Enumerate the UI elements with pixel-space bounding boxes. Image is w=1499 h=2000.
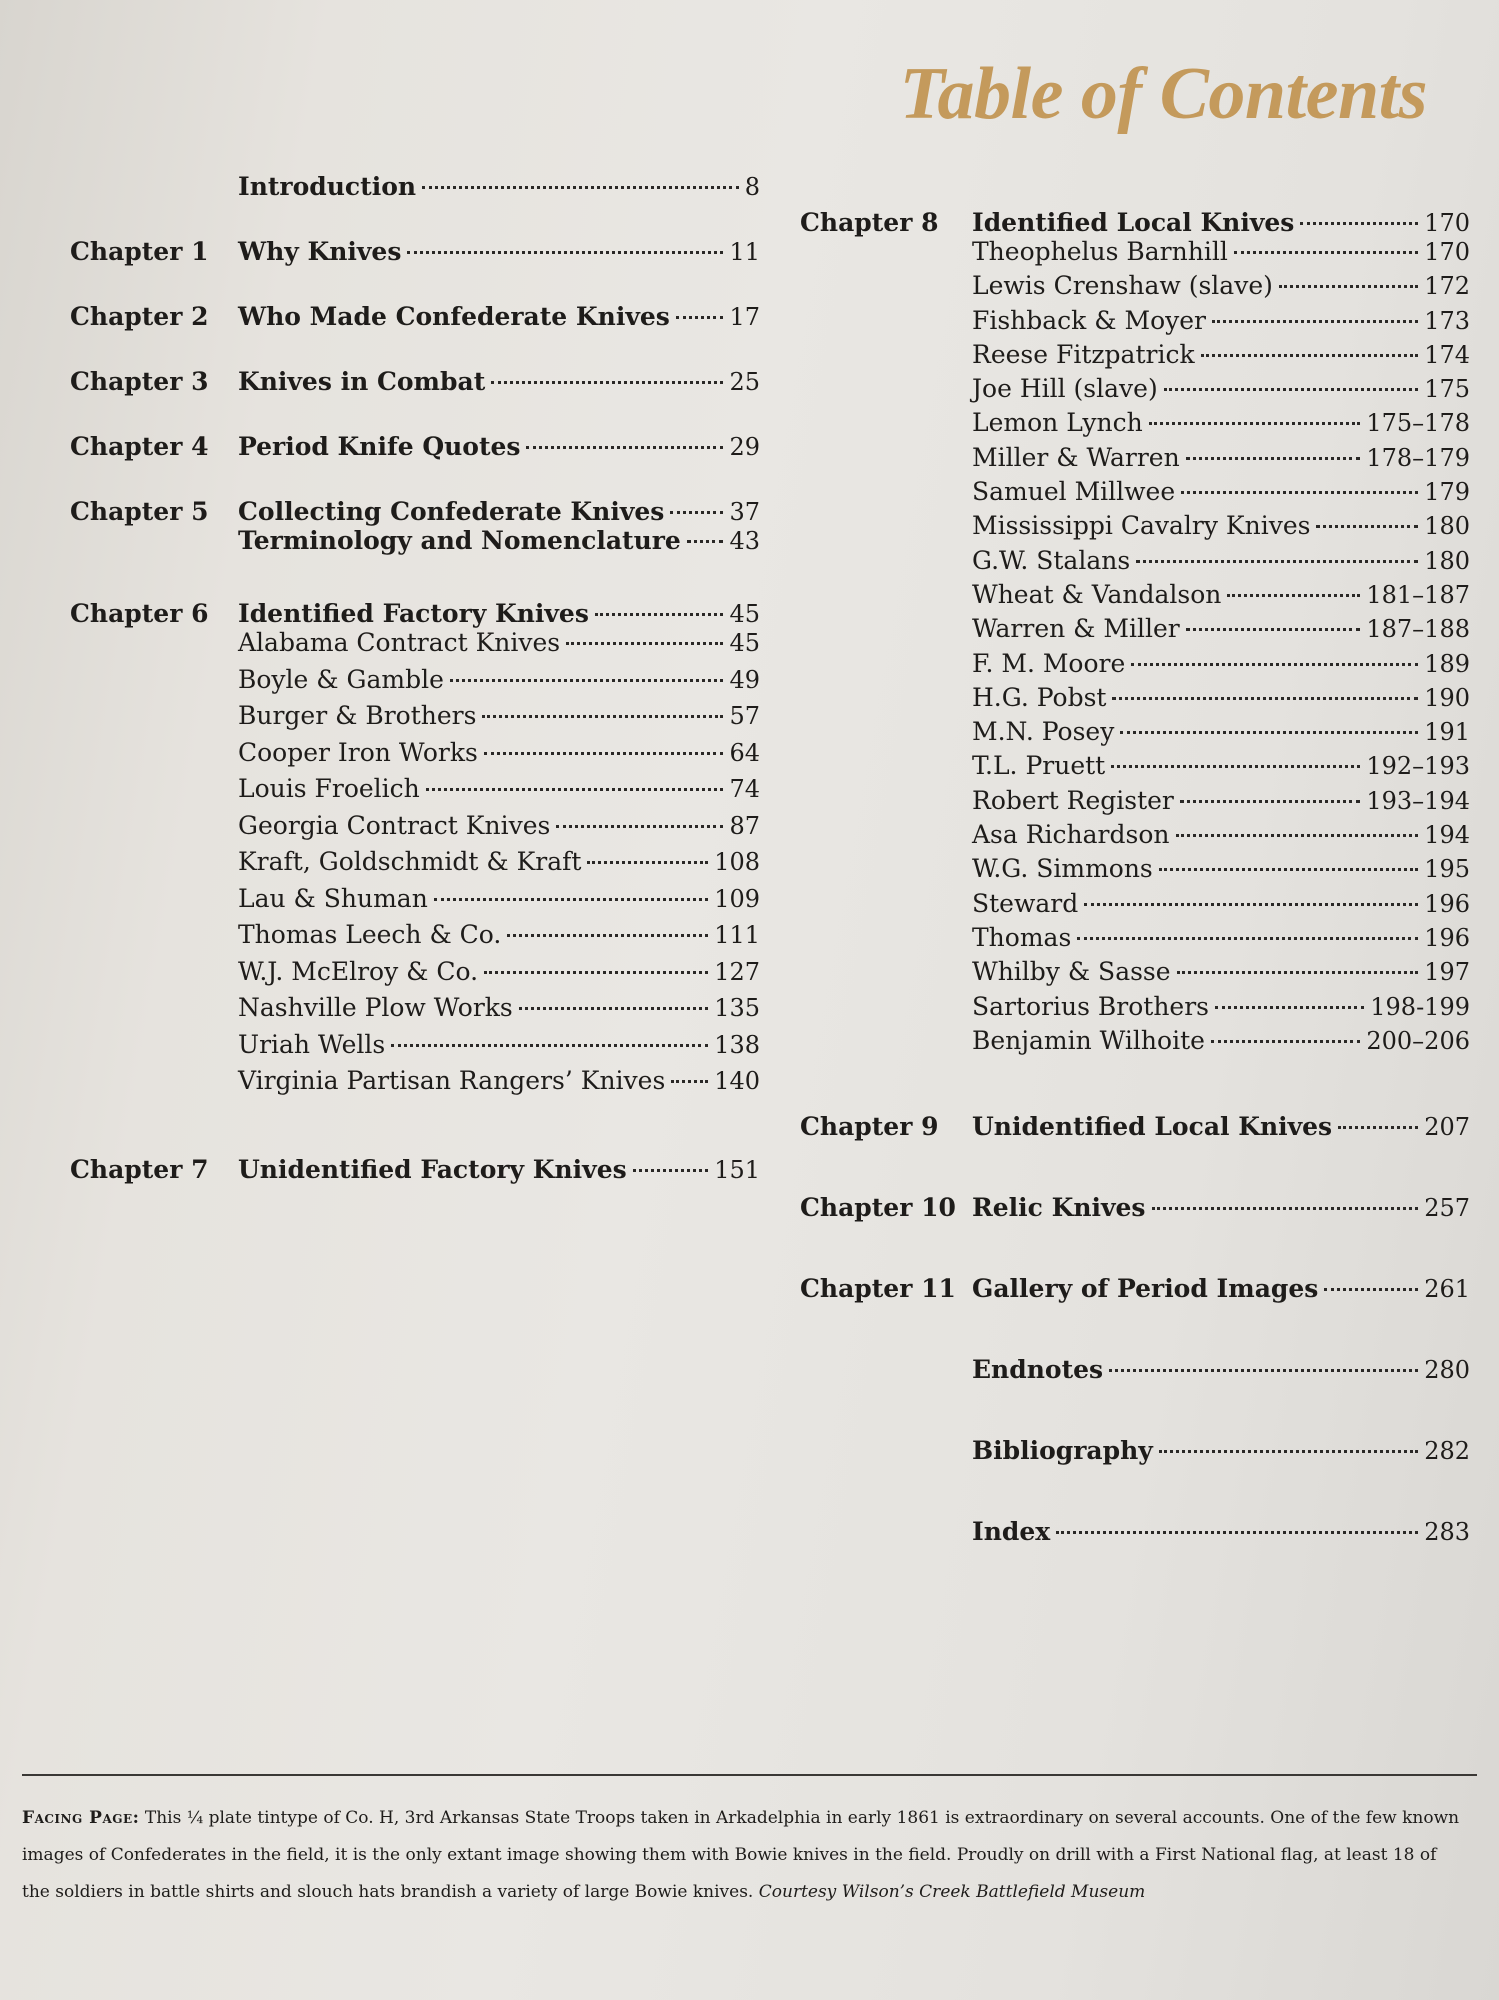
dot-leader xyxy=(1159,868,1418,871)
dot-leader xyxy=(1180,800,1361,803)
dot-leader xyxy=(1186,457,1361,460)
page-number: 198-199 xyxy=(1370,992,1470,1021)
entry-body xyxy=(972,1274,1470,1303)
entry-title: Terminology and Nomenclature xyxy=(238,526,681,555)
toc-entry[interactable] xyxy=(972,1026,1470,1060)
dot-leader xyxy=(1316,525,1418,528)
dot-leader xyxy=(482,715,723,718)
toc-entry[interactable] xyxy=(238,847,760,884)
entry-body xyxy=(238,302,760,331)
page-number: 190 xyxy=(1424,683,1470,712)
entry-body xyxy=(238,497,760,555)
toc-row xyxy=(800,1112,1470,1141)
entry-body xyxy=(972,1112,1470,1141)
entry-title: Cooper Iron Works xyxy=(238,737,478,767)
page-number: 193–194 xyxy=(1366,786,1470,815)
page-number: 180 xyxy=(1424,512,1470,541)
toc-row xyxy=(800,1355,1470,1384)
toc-entry[interactable] xyxy=(972,1112,1470,1141)
page-number: 196 xyxy=(1424,889,1470,918)
toc-entry[interactable] xyxy=(972,237,1470,271)
page-number: 192–193 xyxy=(1366,752,1470,781)
caption-divider xyxy=(22,1774,1477,1776)
entry-title: Kraft, Goldschmidt & Kraft xyxy=(238,847,582,876)
toc-right-column xyxy=(800,208,1470,1546)
dot-leader xyxy=(1159,1450,1418,1453)
toc-entry[interactable] xyxy=(972,546,1470,580)
dot-leader xyxy=(1120,731,1418,734)
toc-row xyxy=(800,208,1470,1060)
entry-title: Wheat & Vandalson xyxy=(972,579,1222,609)
entry-title: Why Knives xyxy=(238,237,402,266)
toc-entry[interactable] xyxy=(238,920,760,957)
page-number: 138 xyxy=(714,1030,760,1059)
entry-title: Alabama Contract Knives xyxy=(238,628,561,657)
entry-title: Samuel Millwee xyxy=(972,477,1176,507)
toc-entry[interactable] xyxy=(972,477,1470,511)
page-number: 140 xyxy=(714,1067,760,1095)
chapter-label: Chapter 6 xyxy=(70,599,209,628)
toc-entry[interactable] xyxy=(972,1274,1470,1303)
entry-title: Virginia Partisan Rangers’ Knives xyxy=(238,1066,666,1095)
page-number: 200–206 xyxy=(1366,1026,1470,1055)
page-number: 173 xyxy=(1424,306,1470,335)
entry-title: Collecting Confederate Knives xyxy=(238,497,665,526)
entry-body xyxy=(238,599,760,1103)
toc-entry[interactable] xyxy=(238,701,760,738)
toc-row xyxy=(70,1155,760,1184)
page-number: 180 xyxy=(1424,546,1470,575)
dot-leader xyxy=(526,446,723,449)
entry-title: Knives in Combat xyxy=(238,367,486,396)
toc-entry[interactable] xyxy=(972,751,1470,785)
toc-entry[interactable] xyxy=(238,628,760,665)
entry-body xyxy=(972,208,1470,1060)
entry-title: Uriah Wells xyxy=(238,1029,386,1059)
toc-row xyxy=(800,1436,1470,1465)
toc-row xyxy=(800,1274,1470,1303)
toc-entry[interactable] xyxy=(972,854,1470,888)
entry-title: Thomas Leech & Co. xyxy=(238,920,502,949)
toc-entry[interactable] xyxy=(972,1517,1470,1546)
toc-entry[interactable] xyxy=(972,443,1470,477)
entry-title: Theophelus Barnhill xyxy=(972,237,1228,266)
entry-title: M.N. Posey xyxy=(972,717,1115,747)
dot-leader xyxy=(1300,222,1418,225)
entry-gap xyxy=(70,396,760,432)
page-number: 11 xyxy=(729,238,760,266)
dot-leader xyxy=(566,642,723,645)
entry-title: Joe Hill (slave) xyxy=(972,374,1158,404)
toc-row xyxy=(800,1193,1470,1222)
entry-title: Index xyxy=(972,1517,1051,1547)
entry-title: Boyle & Gamble xyxy=(238,664,444,694)
page-number: 175 xyxy=(1424,375,1470,404)
toc-entry[interactable] xyxy=(238,599,760,628)
toc-entry[interactable] xyxy=(972,580,1470,614)
toc-entry[interactable] xyxy=(972,306,1470,340)
toc-entry[interactable] xyxy=(972,649,1470,683)
page-number: 64 xyxy=(729,738,760,767)
dot-leader xyxy=(1201,354,1419,357)
toc-entry[interactable] xyxy=(972,992,1470,1026)
chapter-label: Chapter 4 xyxy=(70,432,209,461)
page-number: 170 xyxy=(1424,209,1470,237)
page-number: 178–179 xyxy=(1366,443,1470,472)
toc-entry[interactable] xyxy=(238,367,760,396)
entry-title: Steward xyxy=(972,888,1079,918)
toc-row xyxy=(800,1517,1470,1546)
entry-title: Warren & Miller xyxy=(972,614,1180,644)
toc-entry[interactable] xyxy=(972,271,1470,305)
toc-entry[interactable] xyxy=(238,1155,760,1184)
dot-leader xyxy=(1177,971,1419,974)
entry-title: Lemon Lynch xyxy=(972,408,1143,438)
page-number: 111 xyxy=(714,921,760,949)
entry-title: Georgia Contract Knives xyxy=(238,810,551,840)
entry-title: Gallery of Period Images xyxy=(972,1274,1319,1304)
toc-entry[interactable] xyxy=(972,717,1470,751)
page-number: 45 xyxy=(729,629,760,657)
entry-title: Thomas xyxy=(972,922,1072,952)
dot-leader xyxy=(1112,697,1418,700)
entry-body xyxy=(238,1155,760,1184)
entry-title: Nashville Plow Works xyxy=(238,993,513,1022)
entry-title: Reese Fitzpatrick xyxy=(972,339,1195,369)
entry-title: Introduction xyxy=(238,172,417,201)
entry-title: Mississippi Cavalry Knives xyxy=(972,511,1311,541)
page-number: 280 xyxy=(1424,1356,1470,1385)
entry-gap xyxy=(70,555,760,599)
page-number: 8 xyxy=(744,173,760,201)
page-number: 179 xyxy=(1424,478,1470,507)
dot-leader xyxy=(507,934,708,937)
page-number: 109 xyxy=(714,884,760,913)
dot-leader xyxy=(595,613,724,616)
entry-body xyxy=(972,1436,1470,1465)
page-number: 257 xyxy=(1424,1194,1470,1223)
toc-entry[interactable] xyxy=(238,884,760,921)
chapter-label: Chapter 9 xyxy=(800,1112,939,1142)
toc-entry[interactable] xyxy=(972,786,1470,820)
chapter-label: Chapter 2 xyxy=(70,302,209,331)
entry-gap xyxy=(800,1060,1470,1112)
chapter-label: Chapter 1 xyxy=(70,237,209,266)
dot-leader xyxy=(484,971,708,974)
entry-title: Relic Knives xyxy=(972,1193,1146,1223)
toc-entry[interactable] xyxy=(972,957,1470,991)
caption-lead: Facing Page: xyxy=(22,1808,140,1828)
chapter-label: Chapter 8 xyxy=(800,208,939,237)
entry-title: Unidentified Factory Knives xyxy=(238,1154,627,1184)
toc-row xyxy=(70,367,760,396)
toc-entry[interactable] xyxy=(972,683,1470,717)
dot-leader xyxy=(1131,663,1418,666)
dot-leader xyxy=(1149,422,1361,425)
toc-entry[interactable] xyxy=(972,889,1470,923)
toc-entry[interactable] xyxy=(972,614,1470,648)
page-number: 29 xyxy=(729,433,760,461)
page-number: 74 xyxy=(729,775,760,803)
page-number: 108 xyxy=(714,848,760,876)
page-number: 45 xyxy=(729,600,760,628)
toc-entry[interactable] xyxy=(972,1193,1470,1222)
dot-leader xyxy=(407,251,723,254)
dot-leader xyxy=(1212,320,1418,323)
dot-leader xyxy=(1084,903,1418,906)
entry-title: W.G. Simmons xyxy=(972,854,1153,884)
entry-title: H.G. Pobst xyxy=(972,682,1107,712)
caption-credit: Courtesy Wilson’s Creek Battlefield Museum xyxy=(758,1882,1146,1902)
page-number: 172 xyxy=(1424,272,1470,301)
toc-entry[interactable] xyxy=(972,340,1470,374)
page-number: 187–188 xyxy=(1366,615,1470,644)
page-title: Table of Contents xyxy=(899,53,1427,135)
entry-title: Period Knife Quotes xyxy=(238,432,521,461)
page-number: 37 xyxy=(729,498,760,526)
entry-gap xyxy=(70,266,760,302)
toc-entry[interactable] xyxy=(238,957,760,994)
toc-entry[interactable] xyxy=(238,993,760,1030)
entry-body xyxy=(238,432,760,461)
page-number: 87 xyxy=(729,811,760,840)
dot-leader xyxy=(422,186,739,189)
dot-leader xyxy=(1279,285,1418,288)
entry-title: T.L. Pruett xyxy=(972,751,1106,781)
entry-title: Asa Richardson xyxy=(972,820,1170,850)
entry-title: Lewis Crenshaw (slave) xyxy=(972,271,1273,301)
toc-entry[interactable] xyxy=(238,432,760,461)
entry-title: Louis Froelich xyxy=(238,774,420,803)
toc-row xyxy=(70,497,760,555)
entry-gap xyxy=(800,1465,1470,1517)
toc-entry[interactable] xyxy=(238,774,760,811)
dot-leader xyxy=(1215,1006,1364,1009)
entry-title: Benjamin Wilhoite xyxy=(972,1025,1205,1055)
dot-leader xyxy=(1077,937,1418,940)
dot-leader xyxy=(587,861,708,864)
dot-leader xyxy=(670,511,723,514)
page-number: 151 xyxy=(714,1155,760,1184)
entry-gap xyxy=(800,1222,1470,1274)
entry-gap xyxy=(70,201,760,237)
dot-leader xyxy=(519,1007,708,1010)
entry-gap xyxy=(70,461,760,497)
chapter-label: Chapter 5 xyxy=(70,497,209,526)
page-number: 191 xyxy=(1424,718,1470,747)
entry-title: Fishback & Moyer xyxy=(972,305,1206,335)
entry-title: Identified Local Knives xyxy=(972,208,1295,237)
page-number: 17 xyxy=(729,303,760,331)
toc-left-column xyxy=(70,172,760,1184)
toc-entry[interactable] xyxy=(238,811,760,848)
entry-title: Sartorius Brothers xyxy=(972,991,1209,1021)
toc-row xyxy=(70,237,760,266)
page-number: 175–178 xyxy=(1366,409,1470,438)
caption-text: This ¼ plate tintype of Co. H, 3rd Arkansas State Troops taken in Arkadelphia in early 1861 is extraordinary on several accounts. One of the few known images of Confederates in the field, it is the only extant image showing them with Bowie knives in the field. Proudly on drill with a First National flag, at least 18 of the soldiers in battle shirts and slouch hats brandish a variety of large Bowie knives. xyxy=(22,1808,1460,1902)
entry-title: Unidentified Local Knives xyxy=(972,1112,1333,1142)
page-number: 194 xyxy=(1424,821,1470,850)
page-number: 261 xyxy=(1424,1275,1470,1304)
dot-leader xyxy=(556,825,723,828)
dot-leader xyxy=(434,898,708,901)
toc-entry[interactable] xyxy=(238,526,760,555)
dot-leader xyxy=(450,679,724,682)
toc-entry[interactable] xyxy=(238,237,760,266)
page-number: 174 xyxy=(1424,340,1470,369)
toc-entry[interactable] xyxy=(238,1030,760,1067)
toc-row xyxy=(70,599,760,1103)
toc-entry[interactable] xyxy=(972,374,1470,408)
entry-body xyxy=(238,172,760,201)
entry-title: Bibliography xyxy=(972,1436,1153,1466)
toc-entry[interactable] xyxy=(238,172,760,201)
page-number: 49 xyxy=(729,665,760,694)
entry-title: Lau & Shuman xyxy=(238,883,428,913)
entry-gap xyxy=(70,331,760,367)
dot-leader xyxy=(1324,1288,1418,1291)
dot-leader xyxy=(1176,834,1419,837)
entry-title: F. M. Moore xyxy=(972,648,1126,678)
entry-title: Whilby & Sasse xyxy=(972,957,1171,987)
dot-leader xyxy=(1181,491,1418,494)
dot-leader xyxy=(484,752,724,755)
entry-body xyxy=(972,1193,1470,1222)
dot-leader xyxy=(426,788,724,791)
entry-title: Burger & Brothers xyxy=(238,701,477,730)
dot-leader xyxy=(676,316,724,319)
toc-row xyxy=(70,302,760,331)
entry-gap xyxy=(800,1141,1470,1193)
page-number: 283 xyxy=(1424,1518,1470,1547)
dot-leader xyxy=(1136,560,1418,563)
toc-entry[interactable] xyxy=(972,511,1470,545)
page-number: 43 xyxy=(729,527,760,555)
dot-leader xyxy=(1234,251,1418,254)
chapter-label: Chapter 3 xyxy=(70,367,209,396)
entry-title: W.J. McElroy & Co. xyxy=(238,956,479,986)
entry-title: Identified Factory Knives xyxy=(238,599,589,628)
toc-entry[interactable] xyxy=(238,738,760,775)
toc-entry[interactable] xyxy=(972,1355,1470,1384)
page-number: 207 xyxy=(1424,1113,1470,1142)
toc-entry[interactable] xyxy=(972,408,1470,442)
dot-leader xyxy=(671,1080,708,1083)
dot-leader xyxy=(1338,1126,1418,1129)
dot-leader xyxy=(1227,594,1360,597)
entry-title: Robert Register xyxy=(972,785,1174,815)
dot-leader xyxy=(491,381,723,384)
page-number: 189 xyxy=(1424,649,1470,678)
entry-title: G.W. Stalans xyxy=(972,545,1131,575)
entry-title: Miller & Warren xyxy=(972,442,1180,472)
dot-leader xyxy=(391,1044,708,1047)
page-number: 135 xyxy=(714,994,760,1022)
page-number: 25 xyxy=(729,368,760,396)
dot-leader xyxy=(1152,1207,1419,1210)
chapter-label: Chapter 11 xyxy=(800,1274,956,1304)
dot-leader xyxy=(1211,1040,1360,1043)
dot-leader xyxy=(1056,1531,1418,1534)
dot-leader xyxy=(1164,388,1418,391)
page-number: 282 xyxy=(1424,1437,1470,1466)
page-number: 196 xyxy=(1424,923,1470,952)
toc-entry[interactable] xyxy=(238,302,760,331)
chapter-label: Chapter 10 xyxy=(800,1193,956,1223)
page-number: 197 xyxy=(1424,958,1470,987)
toc-row xyxy=(70,432,760,461)
page-number: 170 xyxy=(1424,238,1470,266)
toc-entry[interactable] xyxy=(972,208,1470,237)
entry-gap xyxy=(800,1303,1470,1355)
entry-gap xyxy=(800,1384,1470,1436)
dot-leader xyxy=(633,1169,709,1172)
toc-entry[interactable] xyxy=(238,1066,760,1103)
page-number: 181–187 xyxy=(1366,580,1470,609)
toc-entry[interactable] xyxy=(238,497,760,526)
toc-entry[interactable] xyxy=(972,820,1470,854)
entry-body xyxy=(238,367,760,396)
dot-leader xyxy=(1111,765,1360,768)
toc-entry[interactable] xyxy=(972,923,1470,957)
photo-caption xyxy=(22,1800,1469,1911)
dot-leader xyxy=(687,540,724,543)
entry-body xyxy=(972,1355,1470,1384)
dot-leader xyxy=(1186,628,1361,631)
entry-title: Endnotes xyxy=(972,1355,1104,1385)
entry-body xyxy=(238,237,760,266)
toc-row xyxy=(70,172,760,201)
toc-entry[interactable] xyxy=(972,1436,1470,1465)
entry-body xyxy=(972,1517,1470,1546)
page-number: 195 xyxy=(1424,855,1470,884)
page-number: 57 xyxy=(729,702,760,730)
entry-gap xyxy=(70,1103,760,1155)
dot-leader xyxy=(1109,1369,1418,1372)
toc-entry[interactable] xyxy=(238,665,760,702)
chapter-label: Chapter 7 xyxy=(70,1154,209,1184)
page-number: 127 xyxy=(714,957,760,986)
entry-title: Who Made Confederate Knives xyxy=(238,302,670,331)
